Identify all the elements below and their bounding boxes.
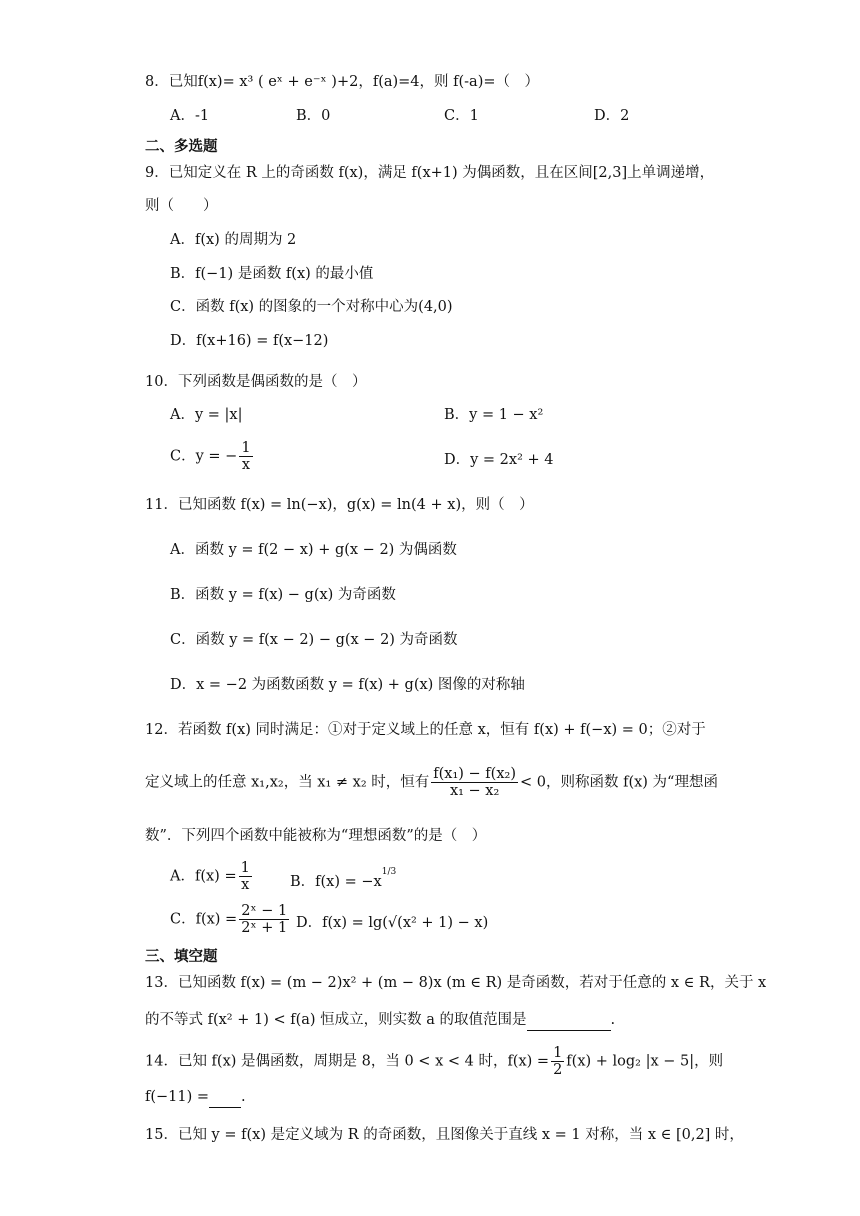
- q14-line1-suffix: f(x) + log₂ |x − 5|，则: [566, 1053, 724, 1070]
- q14-line2-suffix: .: [241, 1089, 246, 1105]
- q12-option-c-prefix: C．f(x) =: [170, 911, 238, 928]
- q14-line1: [145, 1045, 723, 1078]
- fraction-numerator: 2ˣ − 1: [241, 903, 288, 919]
- q11-stem: 11．已知函数 f(x) = ln(−x)，g(x) = ln(4 + x)，则（ ）: [145, 497, 534, 513]
- q12-line2-prefix: 定义域上的任意 x₁,x₂，当 x₁ ≠ x₂ 时，恒有: [145, 774, 430, 791]
- q12-option-c: [170, 903, 291, 936]
- q8-option-d: D．2: [594, 108, 630, 124]
- q10-option-a: A．y = |x|: [170, 407, 243, 423]
- q10-option-d: D．y = 2x² + 4: [444, 452, 554, 468]
- fraction-denominator: 2: [553, 1062, 563, 1078]
- q8-option-c: C．1: [444, 108, 479, 124]
- section-heading-multi-choice: 二、多选题: [145, 139, 218, 155]
- q13-line2-prefix: 的不等式 f(x² + 1) < f(a) 恒成立，则实数 a 的取值范围是: [145, 1012, 527, 1028]
- fraction-numerator: 1: [553, 1045, 563, 1061]
- q9-option-d: D．f(x+16) = f(x−12): [170, 333, 329, 349]
- q12-line2-suffix: < 0，则称函数 f(x) 为“理想函: [519, 774, 718, 791]
- q12-option-a-fraction: [239, 860, 252, 893]
- q12-line2: [145, 766, 718, 799]
- q10-stem: 10．下列函数是偶函数的是（ ）: [145, 374, 367, 390]
- q9-stem-line2: 则（ ）: [145, 198, 218, 214]
- q9-stem-line1: 9．已知定义在 R 上的奇函数 f(x)，满足 f(x+1) 为偶函数，且在区间[2,3]上单调递增，: [145, 165, 715, 181]
- q9-option-c: C．函数 f(x) 的图象的一个对称中心为(4,0): [170, 299, 453, 315]
- q14-line2-prefix: f(−11) =: [145, 1089, 210, 1105]
- q12-line1: 12．若函数 f(x) 同时满足：①对于定义域上的任意 x，恒有 f(x) + f(−x) = 0；②对于: [145, 722, 706, 738]
- q12-option-b: [290, 868, 396, 892]
- q14-line1-prefix: 14．已知 f(x) 是偶函数，周期是 8，当 0 < x < 4 时，f(x) =: [145, 1053, 550, 1070]
- q13-answer-blank[interactable]: [527, 1010, 611, 1031]
- q12-option-a-prefix: A．f(x) =: [170, 868, 237, 885]
- q8-option-a: A．-1: [170, 108, 210, 124]
- q12-option-a: [170, 860, 254, 893]
- section-heading-fill-in: 三、填空题: [145, 949, 218, 965]
- q10-option-c-prefix: C．y = −: [170, 448, 238, 465]
- q9-option-b: B．f(−1) 是函数 f(x) 的最小值: [170, 266, 374, 282]
- q8-stem: 8．已知f(x)= x³ ( eˣ + e⁻ˣ )+2，f(a)=4，则 f(-a)=（ ）: [145, 74, 540, 90]
- q11-option-a: A．函数 y = f(2 − x) + g(x − 2) 为偶函数: [170, 542, 457, 558]
- q15-line1: 15．已知 y = f(x) 是定义域为 R 的奇函数，且图像关于直线 x = 1 对称，当 x ∈ [0,2] 时，: [145, 1127, 744, 1143]
- fraction-denominator: 2ˣ + 1: [241, 920, 288, 936]
- fraction-denominator: x: [241, 877, 250, 893]
- q12-condition-fraction: [431, 766, 518, 799]
- q11-option-b: B．函数 y = f(x) − g(x) 为奇函数: [170, 587, 396, 603]
- q13-line2-suffix: .: [610, 1012, 616, 1028]
- q14-line2: [145, 1087, 246, 1108]
- q14-half-fraction: [551, 1045, 564, 1078]
- q11-option-d: D．x = −2 为函数函数 y = f(x) + g(x) 图像的对称轴: [170, 677, 525, 693]
- fraction-numerator: 1: [240, 860, 250, 876]
- q9-option-a: A．f(x) 的周期为 2: [170, 232, 297, 248]
- q11-option-c: C．函数 y = f(x − 2) − g(x − 2) 为奇函数: [170, 632, 458, 648]
- fraction-numerator: f(x₁) − f(x₂): [433, 766, 516, 782]
- q10-option-b: B．y = 1 − x²: [444, 407, 544, 423]
- q12-option-b-text: B．f(x) = −x: [290, 873, 382, 890]
- fraction-denominator: x₁ − x₂: [449, 783, 500, 799]
- q10-option-c: [170, 440, 255, 473]
- q8-option-b: B．0: [296, 108, 331, 124]
- q13-line2: [145, 1010, 615, 1031]
- q12-option-b-exponent: 1/3: [381, 867, 397, 877]
- q12-option-d: D．f(x) = lg(√(x² + 1) − x): [296, 915, 489, 931]
- q10-option-c-fraction: [239, 440, 252, 473]
- q14-answer-blank[interactable]: [209, 1087, 241, 1108]
- fraction-denominator: x: [241, 457, 251, 473]
- q13-line1: 13．已知函数 f(x) = (m − 2)x² + (m − 8)x (m ∈ R) 是奇函数，若对于任意的 x ∈ R，关于 x: [145, 975, 767, 991]
- fraction-numerator: 1: [241, 440, 251, 456]
- q12-option-c-fraction: [239, 903, 289, 936]
- q12-line3: 数”．下列四个函数中能被称为“理想函数”的是（ ）: [145, 828, 487, 844]
